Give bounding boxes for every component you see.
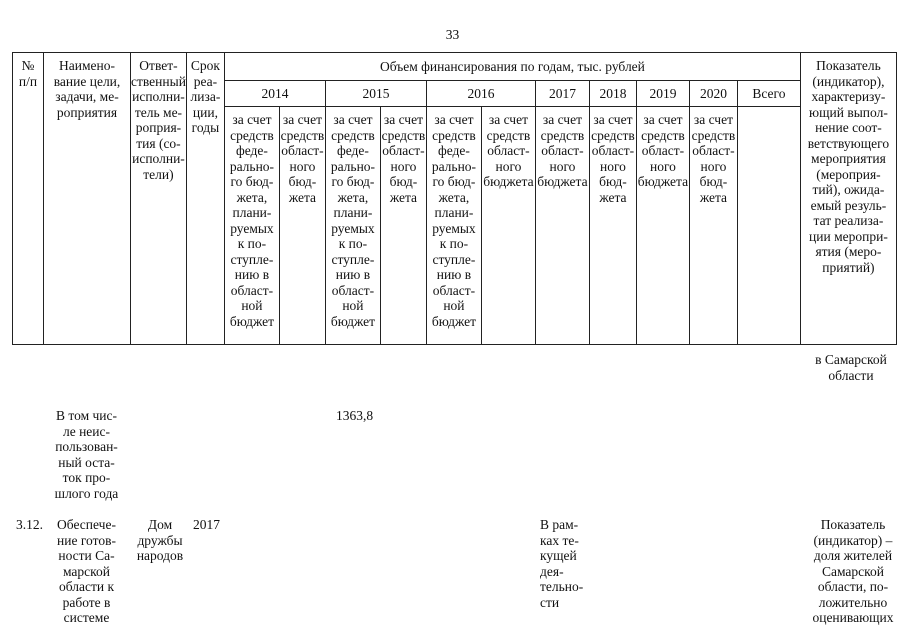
subheader-2019-regional: за счет средств област- ного бюджета: [636, 107, 689, 345]
header-term: Срок реа- лиза- ции, годы: [186, 53, 224, 345]
subheader-2016-federal: за счет средств феде- рально- го бюд- жета, плани- руемых к по- ступле- нию в област- ной бюджет: [426, 107, 481, 345]
subheader-2017-regional: за счет средств област- ного бюджета: [535, 107, 589, 345]
header-year-2015: 2015: [325, 81, 426, 107]
subheader-2015-federal: за счет средств феде- рально- го бюд- жета, плани- руемых к по- ступле- нию в област- ной бюджет: [325, 107, 380, 345]
item-indicator: Показатель (индикатор) – доля жителей Самарской области, по- ложительно оценивающих: [812, 517, 894, 625]
header-total: Всего: [737, 81, 800, 107]
unused-balance-value: 1363,8: [336, 408, 374, 423]
unused-balance-label: В том чис- ле неис- пользован- ный оста- ток про- шлого года: [54, 408, 119, 501]
header-indicator: Показатель (индикатор), характеризу- ющий выпол- нение соот- ветствующего мероприятия (мероприя- тий), ожида- емый резуль- тат реализа- ции меропри- ятия (меро- приятий): [800, 53, 896, 345]
subheader-2020-regional: за счет средств област- ного бюд- жета: [689, 107, 737, 345]
header-funding-title: Объем финансирования по годам, тыс. рублей: [224, 53, 800, 81]
subheader-2018-regional: за счет средств област- ного бюд- жета: [589, 107, 636, 345]
header-year-2016: 2016: [426, 81, 535, 107]
header-year-2018: 2018: [589, 81, 636, 107]
page-number: 33: [445, 27, 460, 42]
header-number: № п/п: [13, 53, 44, 345]
item-number: 3.12.: [16, 517, 43, 532]
header-year-2017: 2017: [535, 81, 589, 107]
subheader-2014-regional: за счет средств област- ного бюд- жета: [279, 107, 325, 345]
header-year-2020: 2020: [689, 81, 737, 107]
funding-table-header: [12, 52, 897, 345]
subheader-2016-regional: за счет средств област- ного бюджета: [481, 107, 535, 345]
header-year-2014: 2014: [224, 81, 325, 107]
continued-indicator-text: в Самарской области: [815, 352, 887, 383]
header-name: Наимено- вание цели, задачи, ме- роприятия: [44, 53, 131, 345]
item-responsible: Дом дружбы народов: [136, 517, 184, 563]
item-name: Обеспече- ние готов- ности Са- марской области к работе в системе: [57, 517, 116, 625]
subheader-total-empty: [737, 107, 800, 345]
header-responsible: Ответ- ственный исполни- тель ме- роприя- тия (со- исполни- тели): [131, 53, 187, 345]
item-2017-funding: В рам- ках те- кущей дея- тельно- сти: [540, 517, 584, 610]
item-term: 2017: [193, 517, 220, 532]
header-year-2019: 2019: [636, 81, 689, 107]
subheader-2014-federal: за счет средств феде- рально- го бюд- жета, плани- руемых к по- ступле- нию в област- ной бюджет: [224, 107, 279, 345]
subheader-2015-regional: за счет средств област- ного бюд- жета: [380, 107, 426, 345]
